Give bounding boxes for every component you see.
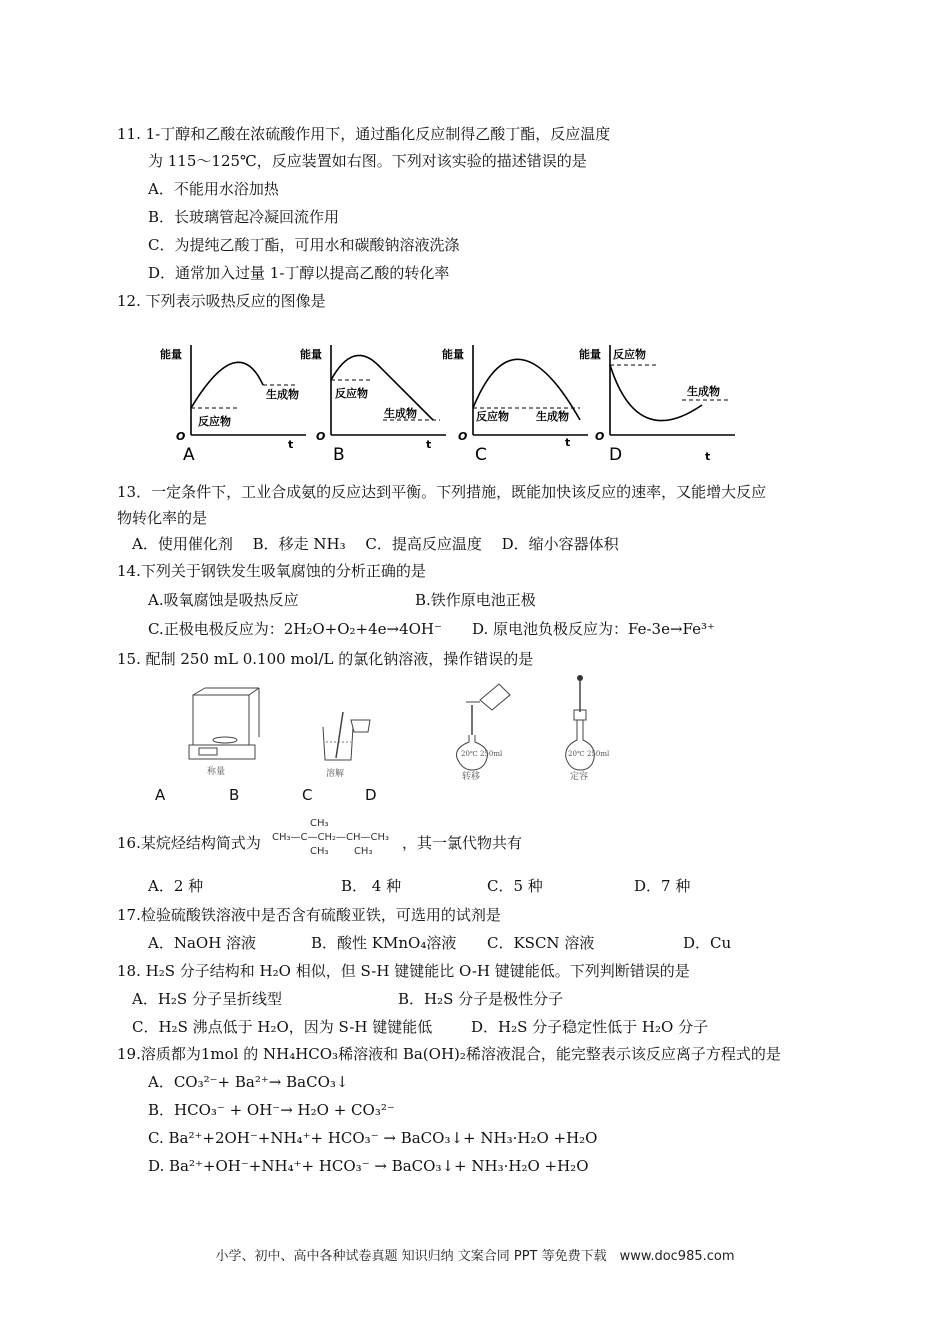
q17-option-b: B．酸性 KMnO₄溶液 <box>311 934 457 952</box>
q16-option-b: B． 4 种 <box>341 877 402 895</box>
graph-c-high: 生成物 <box>536 410 569 423</box>
graph-d-high: 反应物 <box>613 348 646 361</box>
graph-b-letter: B <box>333 445 345 465</box>
q14-option-a: A.吸氧腐蚀是吸热反应 <box>148 591 299 609</box>
struct-top: CH₃ <box>310 818 329 829</box>
energy-graph-a <box>158 340 308 469</box>
q16-option-c: C．5 种 <box>487 877 543 895</box>
q19-option-a: A．CO₃²⁻+ Ba²⁺→ BaCO₃↓ <box>148 1073 349 1091</box>
caption-dissolve: 溶解 <box>326 769 345 779</box>
q11-option-d: D．通常加入过量 1-丁醇以提高乙酸的转化率 <box>148 264 450 282</box>
page-footer: 小学、初中、高中各种试卷真题 知识归纳 文案合同 PPT 等免费下载 www.doc985.com <box>215 1249 735 1264</box>
graph-a-ylabel: 能量 <box>160 348 182 361</box>
beaker-apparatus <box>318 712 378 786</box>
graph-a-low: 反应物 <box>198 415 231 428</box>
q16-option-d: D．7 种 <box>634 877 691 895</box>
energy-graph-d <box>577 340 737 469</box>
graph-d-origin: O <box>595 430 605 443</box>
q18-option-a: A．H₂S 分子呈折线型 <box>132 990 282 1008</box>
q17-option-c: C．KSCN 溶液 <box>487 934 595 952</box>
graph-c-letter: C <box>475 445 487 465</box>
q19-stem: 19.溶质都为1mol 的 NH₄HCO₃稀溶液和 Ba(OH)₂稀溶液混合，能完整表示该反应离子方程式的是 <box>117 1045 781 1063</box>
graph-c-xlabel: t <box>565 436 571 449</box>
graph-d-low: 生成物 <box>687 385 720 398</box>
q14-stem: 14.下列关于钢铁发生吸氧腐蚀的分析正确的是 <box>117 562 426 580</box>
q13-stem: 13．一定条件下，工业合成氨的反应达到平衡。下列措施，既能加快该反应的速率，又能增大反应 <box>117 483 767 501</box>
q16-stem-b: ，其一氯代物共有 <box>402 834 523 852</box>
q11-option-a: A．不能用水浴加热 <box>148 180 279 198</box>
q11-option-b: B．长玻璃管起冷凝回流作用 <box>148 208 340 226</box>
q15-letter-c: C <box>302 786 313 804</box>
q15-letter-d: D <box>365 786 377 804</box>
q16-option-a: A．2 种 <box>148 877 204 895</box>
graph-b-origin: O <box>316 430 326 443</box>
graph-d-xlabel: t <box>705 450 711 463</box>
graph-b-high: 反应物 <box>335 387 368 400</box>
caption-weigh: 称量 <box>207 767 226 777</box>
q18-option-d: D．H₂S 分子稳定性低于 H₂O 分子 <box>471 1018 709 1036</box>
q15-letter-a: A <box>155 786 166 804</box>
graph-c-low: 反应物 <box>476 410 509 423</box>
q15-letter-b: B <box>229 786 240 804</box>
q16-stem-a: 16.某烷烃结构简式为 <box>117 834 261 852</box>
graph-a-high: 生成物 <box>266 388 299 401</box>
graph-b-low: 生成物 <box>384 407 417 420</box>
q14-option-d: D. 原电池负极反应为：Fe-3e→Fe³⁺ <box>472 620 715 638</box>
q15-stem: 15. 配制 250 mL 0.100 mol/L 的氯化钠溶液，操作错误的是 <box>117 650 534 668</box>
q18-option-c: C．H₂S 沸点低于 H₂O，因为 S-H 键键能低 <box>132 1018 433 1036</box>
q18-stem: 18. H₂S 分子结构和 H₂O 相似，但 S-H 键键能比 O-H 键键能低。下列判断错误的是 <box>117 962 690 980</box>
q14-option-c: C.正极电极反应为：2H₂O+O₂+4e→4OH⁻ <box>148 620 442 638</box>
graph-a-origin: O <box>176 430 186 443</box>
flask-label-volume: 20℃ 250ml <box>568 750 610 758</box>
graph-c-origin: O <box>458 430 468 443</box>
volume-apparatus <box>562 674 612 784</box>
q18-option-b: B．H₂S 分子是极性分子 <box>398 990 564 1008</box>
q17-option-a: A．NaOH 溶液 <box>148 934 257 952</box>
q11-stem-cont: 为 115～125℃，反应装置如右图。下列对该实验的描述错误的是 <box>148 152 587 170</box>
transfer-apparatus <box>452 680 517 784</box>
energy-graph-c <box>440 340 590 469</box>
graph-b-xlabel: t <box>426 438 432 451</box>
q13-options: A．使用催化剂 B．移走 NH₃ C．提高反应温度 D．缩小容器体积 <box>132 535 619 553</box>
struct-mid: CH₃—C—CH₂—CH—CH₃ <box>272 832 390 843</box>
graph-a-xlabel: t <box>288 438 294 451</box>
balance-apparatus <box>185 685 265 784</box>
q12-stem: 12. 下列表示吸热反应的图像是 <box>117 292 326 310</box>
q17-stem: 17.检验硫酸铁溶液中是否含有硫酸亚铁，可选用的试剂是 <box>117 906 501 924</box>
graph-b-ylabel: 能量 <box>300 348 322 361</box>
flask-label-transfer: 20℃ 250ml <box>461 750 503 758</box>
struct-bot: CH₃ CH₃ <box>310 846 373 857</box>
graph-c-ylabel: 能量 <box>442 348 464 361</box>
q11-option-c: C．为提纯乙酸丁酯，可用水和碳酸钠溶液洗涤 <box>148 236 460 254</box>
q13-stem-cont: 物转化率的是 <box>117 509 208 527</box>
energy-graph-b <box>298 340 448 469</box>
q17-option-d: D．Cu <box>683 934 732 952</box>
caption-transfer: 转移 <box>462 772 481 782</box>
q19-option-b: B．HCO₃⁻ + OH⁻→ H₂O + CO₃²⁻ <box>148 1101 395 1119</box>
q19-option-c: C. Ba²⁺+2OH⁻+NH₄⁺+ HCO₃⁻ → BaCO₃↓+ NH₃·H₂O +H₂O <box>148 1129 598 1147</box>
q19-option-d: D. Ba²⁺+OH⁻+NH₄⁺+ HCO₃⁻ → BaCO₃↓+ NH₃·H₂O +H₂O <box>148 1157 589 1175</box>
q11-stem: 11. 1-丁醇和乙酸在浓硫酸作用下，通过酯化反应制得乙酸丁酯，反应温度 <box>117 125 611 143</box>
q14-option-b: B.铁作原电池正极 <box>415 591 536 609</box>
graph-a-letter: A <box>183 445 195 465</box>
graph-d-ylabel: 能量 <box>579 348 601 361</box>
caption-volume: 定容 <box>570 772 589 782</box>
graph-d-letter: D <box>609 445 623 465</box>
